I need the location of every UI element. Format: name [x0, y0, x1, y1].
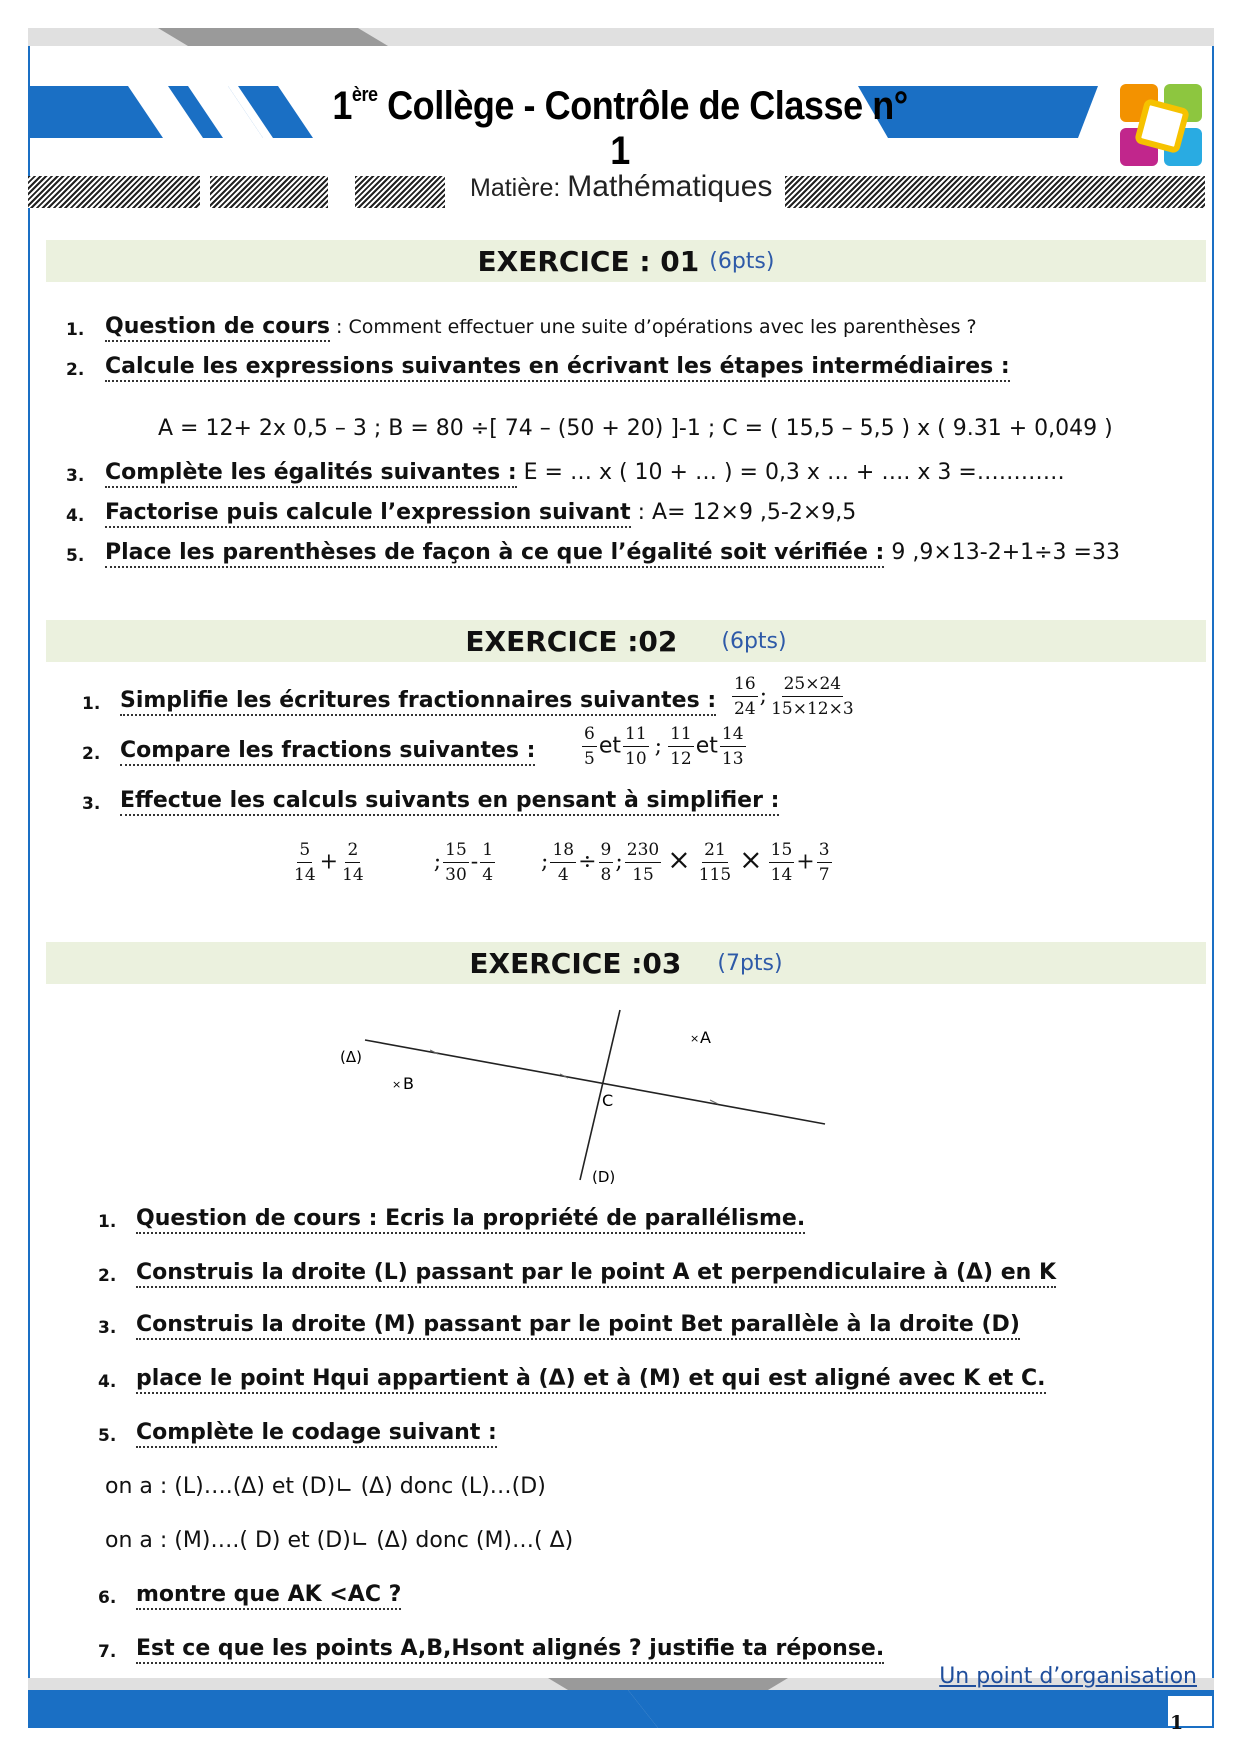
- ex3-q1-number: 1.: [98, 1212, 117, 1232]
- hatch-decor-2: [210, 176, 328, 208]
- fraction: $\frac{6}{5}$: [584, 724, 595, 769]
- label-d: (D): [592, 1168, 616, 1186]
- ex1-q1-number: 1.: [66, 320, 85, 340]
- ex2-q2-number: 2.: [82, 744, 101, 764]
- top-dark-wedge: [158, 28, 388, 46]
- page-number: 1: [1170, 1712, 1184, 1734]
- ex2-points: (6pts): [721, 628, 787, 654]
- ex1-q4: Factorise puis calcule l’expression suivant : A= 12×9 ,5-2×9,5: [105, 500, 856, 525]
- ex1-q3-number: 3.: [66, 466, 85, 486]
- ex1-q3: Complète les égalités suivantes : E = … x ( 10 + … ) = 0,3 x … + …. x 3 =…………: [105, 460, 1065, 485]
- ex3-figure: [330, 1000, 830, 1190]
- ex1-header: [46, 240, 1206, 282]
- ex1-q1: Question de cours : Comment effectuer une suite d’opérations avec les parenthèses ?: [105, 314, 977, 339]
- ex3-q7: Est ce que les points A,B,Hsont alignés ? justifie ta réponse.: [136, 1636, 884, 1661]
- logo-icon: [1118, 82, 1206, 170]
- fraction: $\frac{18}{4}$: [552, 840, 575, 885]
- label-delta: (Δ): [340, 1048, 362, 1066]
- fraction: $\frac{16}{24}$: [734, 674, 756, 719]
- footer-dark-wedge: [548, 1678, 788, 1690]
- ex1-points: (6pts): [709, 248, 775, 274]
- fraction: $\frac{25\times 24}{15\times 12\times 3}$: [771, 674, 854, 719]
- ex1-q2-expressions: A = 12+ 2x 0,5 – 3 ; B = 80 ÷[ 74 – (50 + 20) ]-1 ; C = ( 15,5 – 5,5 ) x ( 9.31 + 0,049 ): [158, 416, 1113, 441]
- fraction: $\frac{1}{4}$: [482, 840, 494, 885]
- ex3-q3-number: 3.: [98, 1318, 117, 1338]
- ex3-q3: Construis la droite (M) passant par le point Bet parallèle à la droite (D): [136, 1312, 1020, 1337]
- fraction: $\frac{230}{15}$: [626, 840, 660, 885]
- ex3-q2: Construis la droite (L) passant par le point A et perpendiculaire à (Δ) en K: [136, 1260, 1056, 1285]
- point-b-label: B: [403, 1074, 414, 1093]
- ex2-q2-fractions: $\frac{6}{5}$ et $\frac{11}{10}$ ; $\frac{11}{12}$ et $\frac{14}{13}$: [584, 724, 744, 769]
- ex3-title: EXERCICE :03: [469, 946, 682, 980]
- footer-blue-band-2: [628, 1690, 1214, 1728]
- ex3-q2-number: 2.: [98, 1266, 117, 1286]
- ex3-q5-number: 5.: [98, 1426, 117, 1446]
- ex1-q2-number: 2.: [66, 360, 85, 380]
- point-b-mark: ×: [392, 1078, 402, 1091]
- ex3-q4-number: 4.: [98, 1372, 117, 1392]
- hatch-decor-3: [355, 176, 445, 208]
- subject: Matière: Mathématiques: [470, 170, 773, 203]
- fraction: $\frac{3}{7}$: [818, 840, 830, 885]
- ex3-q4: place le point Hqui appartient à (Δ) et à (M) et qui est aligné avec K et C.: [136, 1366, 1046, 1391]
- ex2-q1: Simplifie les écritures fractionnaires suivantes :: [120, 688, 716, 713]
- ex3-q5: Complète le codage suivant :: [136, 1420, 497, 1445]
- fraction: $\frac{2}{14}$: [342, 840, 364, 885]
- ex2-header: [46, 620, 1206, 662]
- line-d: [580, 1010, 620, 1180]
- ex2-q1-fractions: $\frac{16}{24}$ ; $\frac{25\times 24}{15\times 12\times 3}$: [734, 674, 854, 719]
- point-a-mark: ×: [690, 1032, 700, 1045]
- point-c-label: C: [602, 1091, 614, 1110]
- hatch-decor-1: [28, 176, 200, 208]
- ex3-q6-number: 6.: [98, 1588, 117, 1608]
- ex3-q1: Question de cours : Ecris la propriété de parallélisme.: [136, 1206, 805, 1231]
- ex1-q2: Calcule les expressions suivantes en écrivant les étapes intermédiaires :: [105, 354, 1010, 379]
- ex3-q6: montre que AK <AC ?: [136, 1582, 401, 1607]
- fraction: $\frac{9}{8}$: [600, 840, 612, 885]
- fraction: $\frac{14}{13}$: [721, 724, 744, 769]
- ex2-q1-number: 1.: [82, 694, 101, 714]
- ex1-q5: Place les parenthèses de façon à ce que l’égalité soit vérifiée : 9 ,9×13-2+1÷3 =33: [105, 540, 1120, 565]
- ex3-q7-number: 7.: [98, 1642, 117, 1662]
- ex2-title: EXERCICE :02: [465, 624, 678, 658]
- point-a-label: A: [700, 1028, 711, 1047]
- fraction: $\frac{15}{30}$: [445, 840, 467, 885]
- ex2-q3: Effectue les calculs suivants en pensant à simplifier :: [120, 788, 779, 813]
- ex1-title: EXERCICE : 01: [477, 244, 700, 278]
- fraction: $\frac{21}{115}$: [698, 840, 732, 885]
- ex3-coding-line-2: on a : (M)….( D) et (D)∟ (Δ) donc (M)…( Δ): [105, 1528, 574, 1553]
- ex2-q3-number: 3.: [82, 794, 101, 814]
- line-delta: [365, 1040, 825, 1124]
- page-title: 1ère Collège - Contrôle de Classe n° 1: [332, 84, 908, 173]
- ex3-header: [46, 942, 1206, 984]
- hatch-decor-4: [785, 176, 1205, 208]
- fraction: $\frac{5}{14}$: [294, 840, 316, 885]
- fraction: $\frac{11}{10}$: [625, 724, 647, 769]
- ex3-points: (7pts): [717, 950, 783, 976]
- ex1-q5-number: 5.: [66, 546, 85, 566]
- footer-blue-band: [28, 1690, 658, 1728]
- ex2-q3-calculations: $\frac{5}{14}$ + $\frac{2}{14}$ ; $\frac{15}{30}$ - $\frac{1}{4}$ ; $\frac{18}{4}$ ÷ $\frac{9}{8}$ ; $\frac{230}{15}$ × $\frac{21}{115}$ × $\frac{15}{14}$ + $\frac{3}{7}$: [294, 840, 830, 885]
- ex1-q4-number: 4.: [66, 506, 85, 526]
- organisation-link[interactable]: Un point d’organisation: [939, 1664, 1197, 1689]
- fraction: $\frac{15}{14}$: [770, 840, 793, 885]
- ex2-q2: Compare les fractions suivantes :: [120, 738, 535, 763]
- fraction: $\frac{11}{12}$: [670, 724, 692, 769]
- ex3-coding-line-1: on a : (L)….(Δ) et (D)∟ (Δ) donc (L)…(D): [105, 1474, 546, 1499]
